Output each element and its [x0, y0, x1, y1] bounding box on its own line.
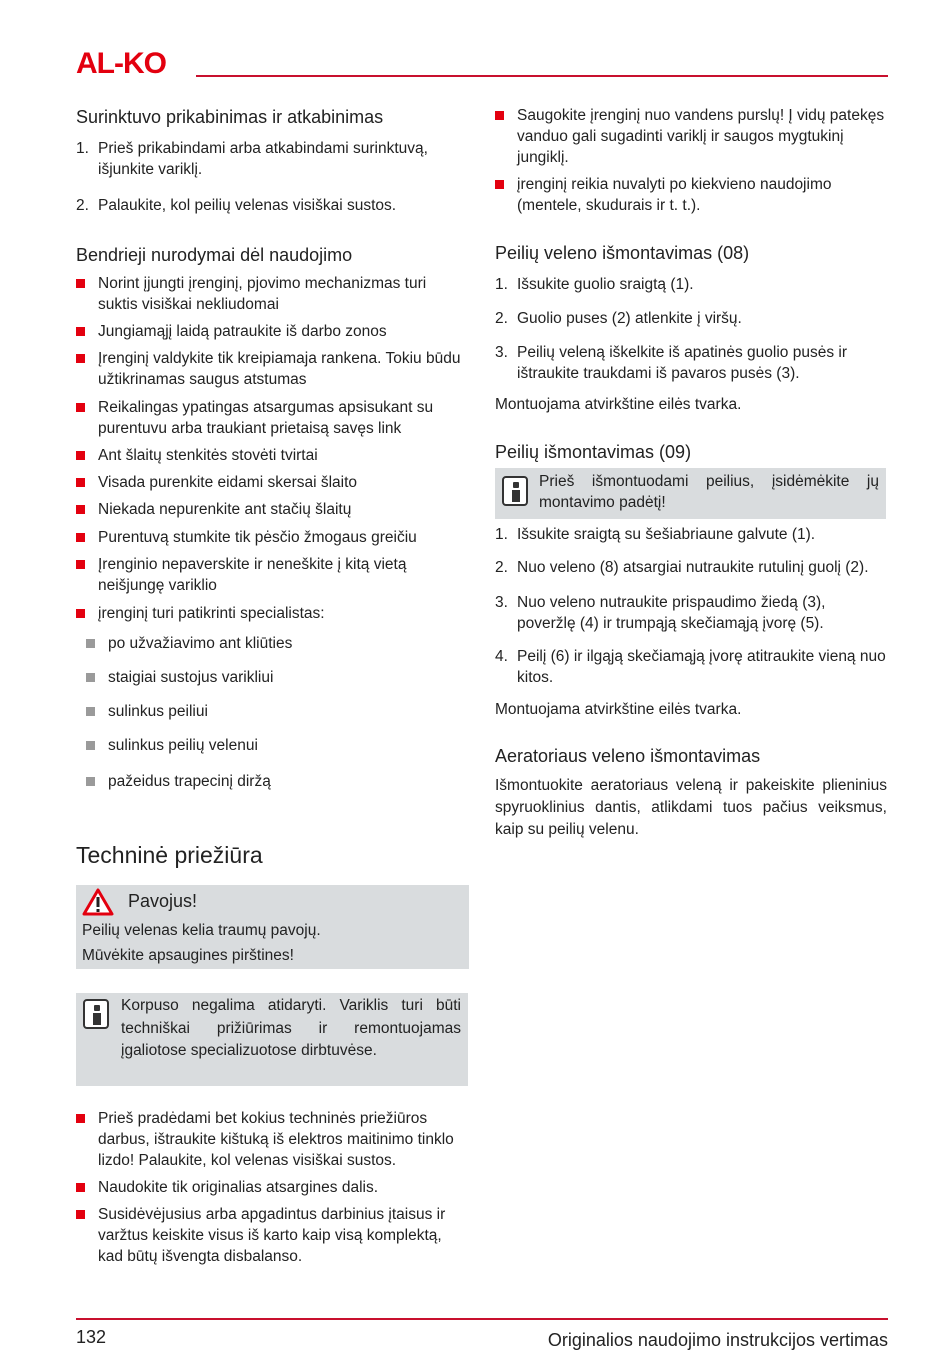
section-title-maintenance: Techninė priežiūra — [76, 842, 263, 868]
info-icon — [502, 476, 528, 506]
bullet-square-grey-icon — [86, 673, 95, 682]
page-number: 132 — [76, 1327, 107, 1347]
footer-rule — [76, 1318, 888, 1320]
bullet-square-icon — [76, 451, 85, 460]
step-number: 2. — [76, 197, 89, 214]
bullet-square-grey-icon — [86, 707, 95, 716]
bullet-square-icon — [76, 327, 85, 336]
bullet-square-icon — [76, 279, 85, 288]
bullet-square-icon — [495, 180, 504, 189]
step-number: 1. — [76, 140, 89, 157]
alko-logo: AL-KO — [76, 47, 166, 80]
section-title-aerator: Aeratoriaus veleno išmontavimas — [495, 746, 761, 766]
section-title-attach: Surinktuvo prikabinimas ir atkabinimas — [76, 107, 384, 127]
step-text: Prieš prikabindami arba atkabindami surinktuvą, išjunkite variklį. — [98, 140, 428, 178]
bullet-square-icon — [76, 1114, 85, 1123]
section-title-blades: Peilių išmontavimas (09) — [495, 442, 692, 462]
bullet-square-icon — [76, 505, 85, 514]
warning-triangle-icon — [82, 888, 114, 916]
bullet-square-grey-icon — [86, 639, 95, 648]
danger-line: Peilių velenas kelia traumų pavojų. — [82, 922, 321, 939]
danger-title: Pavojus! — [128, 891, 198, 911]
info-text: Prieš išmontuodami peilius, įsidėmėkite jų montavimo padėtį! — [539, 473, 879, 511]
info-icon — [83, 999, 109, 1029]
bullet-square-grey-icon — [86, 741, 95, 750]
aerator-text: Išmontuokite aeratoriaus veleną ir pakeiskite plieninius spyruoklinius dantis, atlikdami tuos pačius veiksmus, kaip su peilių velenu. — [495, 777, 887, 838]
bullet-square-icon — [76, 478, 85, 487]
bullet-square-icon — [76, 354, 85, 363]
section-title-blade-shaft: Peilių veleno išmontavimas (08) — [495, 243, 750, 263]
info-text: Korpuso negalima atidaryti. Variklis turi būti techniškai prižiūrimas ir remontuojamas įgaliotose specializuotose dirbtuvėse. — [121, 997, 461, 1059]
bullet-square-icon — [76, 403, 85, 412]
bullet-square-icon — [76, 1183, 85, 1192]
info-box — [495, 468, 886, 519]
danger-line: Mūvėkite apsaugines pirštines! — [82, 947, 294, 964]
bullet-square-icon — [76, 533, 85, 542]
assembly-note: Montuojama atvirkštine eilės tvarka. — [495, 396, 742, 413]
info-box — [76, 993, 468, 1086]
header-rule — [196, 75, 888, 77]
bullet-square-icon — [495, 111, 504, 120]
bullet-square-icon — [76, 1210, 85, 1219]
assembly-note: Montuojama atvirkštine eilės tvarka. — [495, 701, 742, 718]
footer-title: Originalios naudojimo instrukcijos vertimas — [547, 1330, 888, 1350]
step-text: Palaukite, kol peilių velenas visiškai sustos. — [98, 197, 397, 214]
bullet-square-icon — [76, 560, 85, 569]
bullet-square-icon — [76, 609, 85, 618]
section-title-usage: Bendrieji nurodymai dėl naudojimo — [76, 245, 353, 265]
bullet-square-grey-icon — [86, 777, 95, 786]
danger-box — [76, 885, 469, 969]
